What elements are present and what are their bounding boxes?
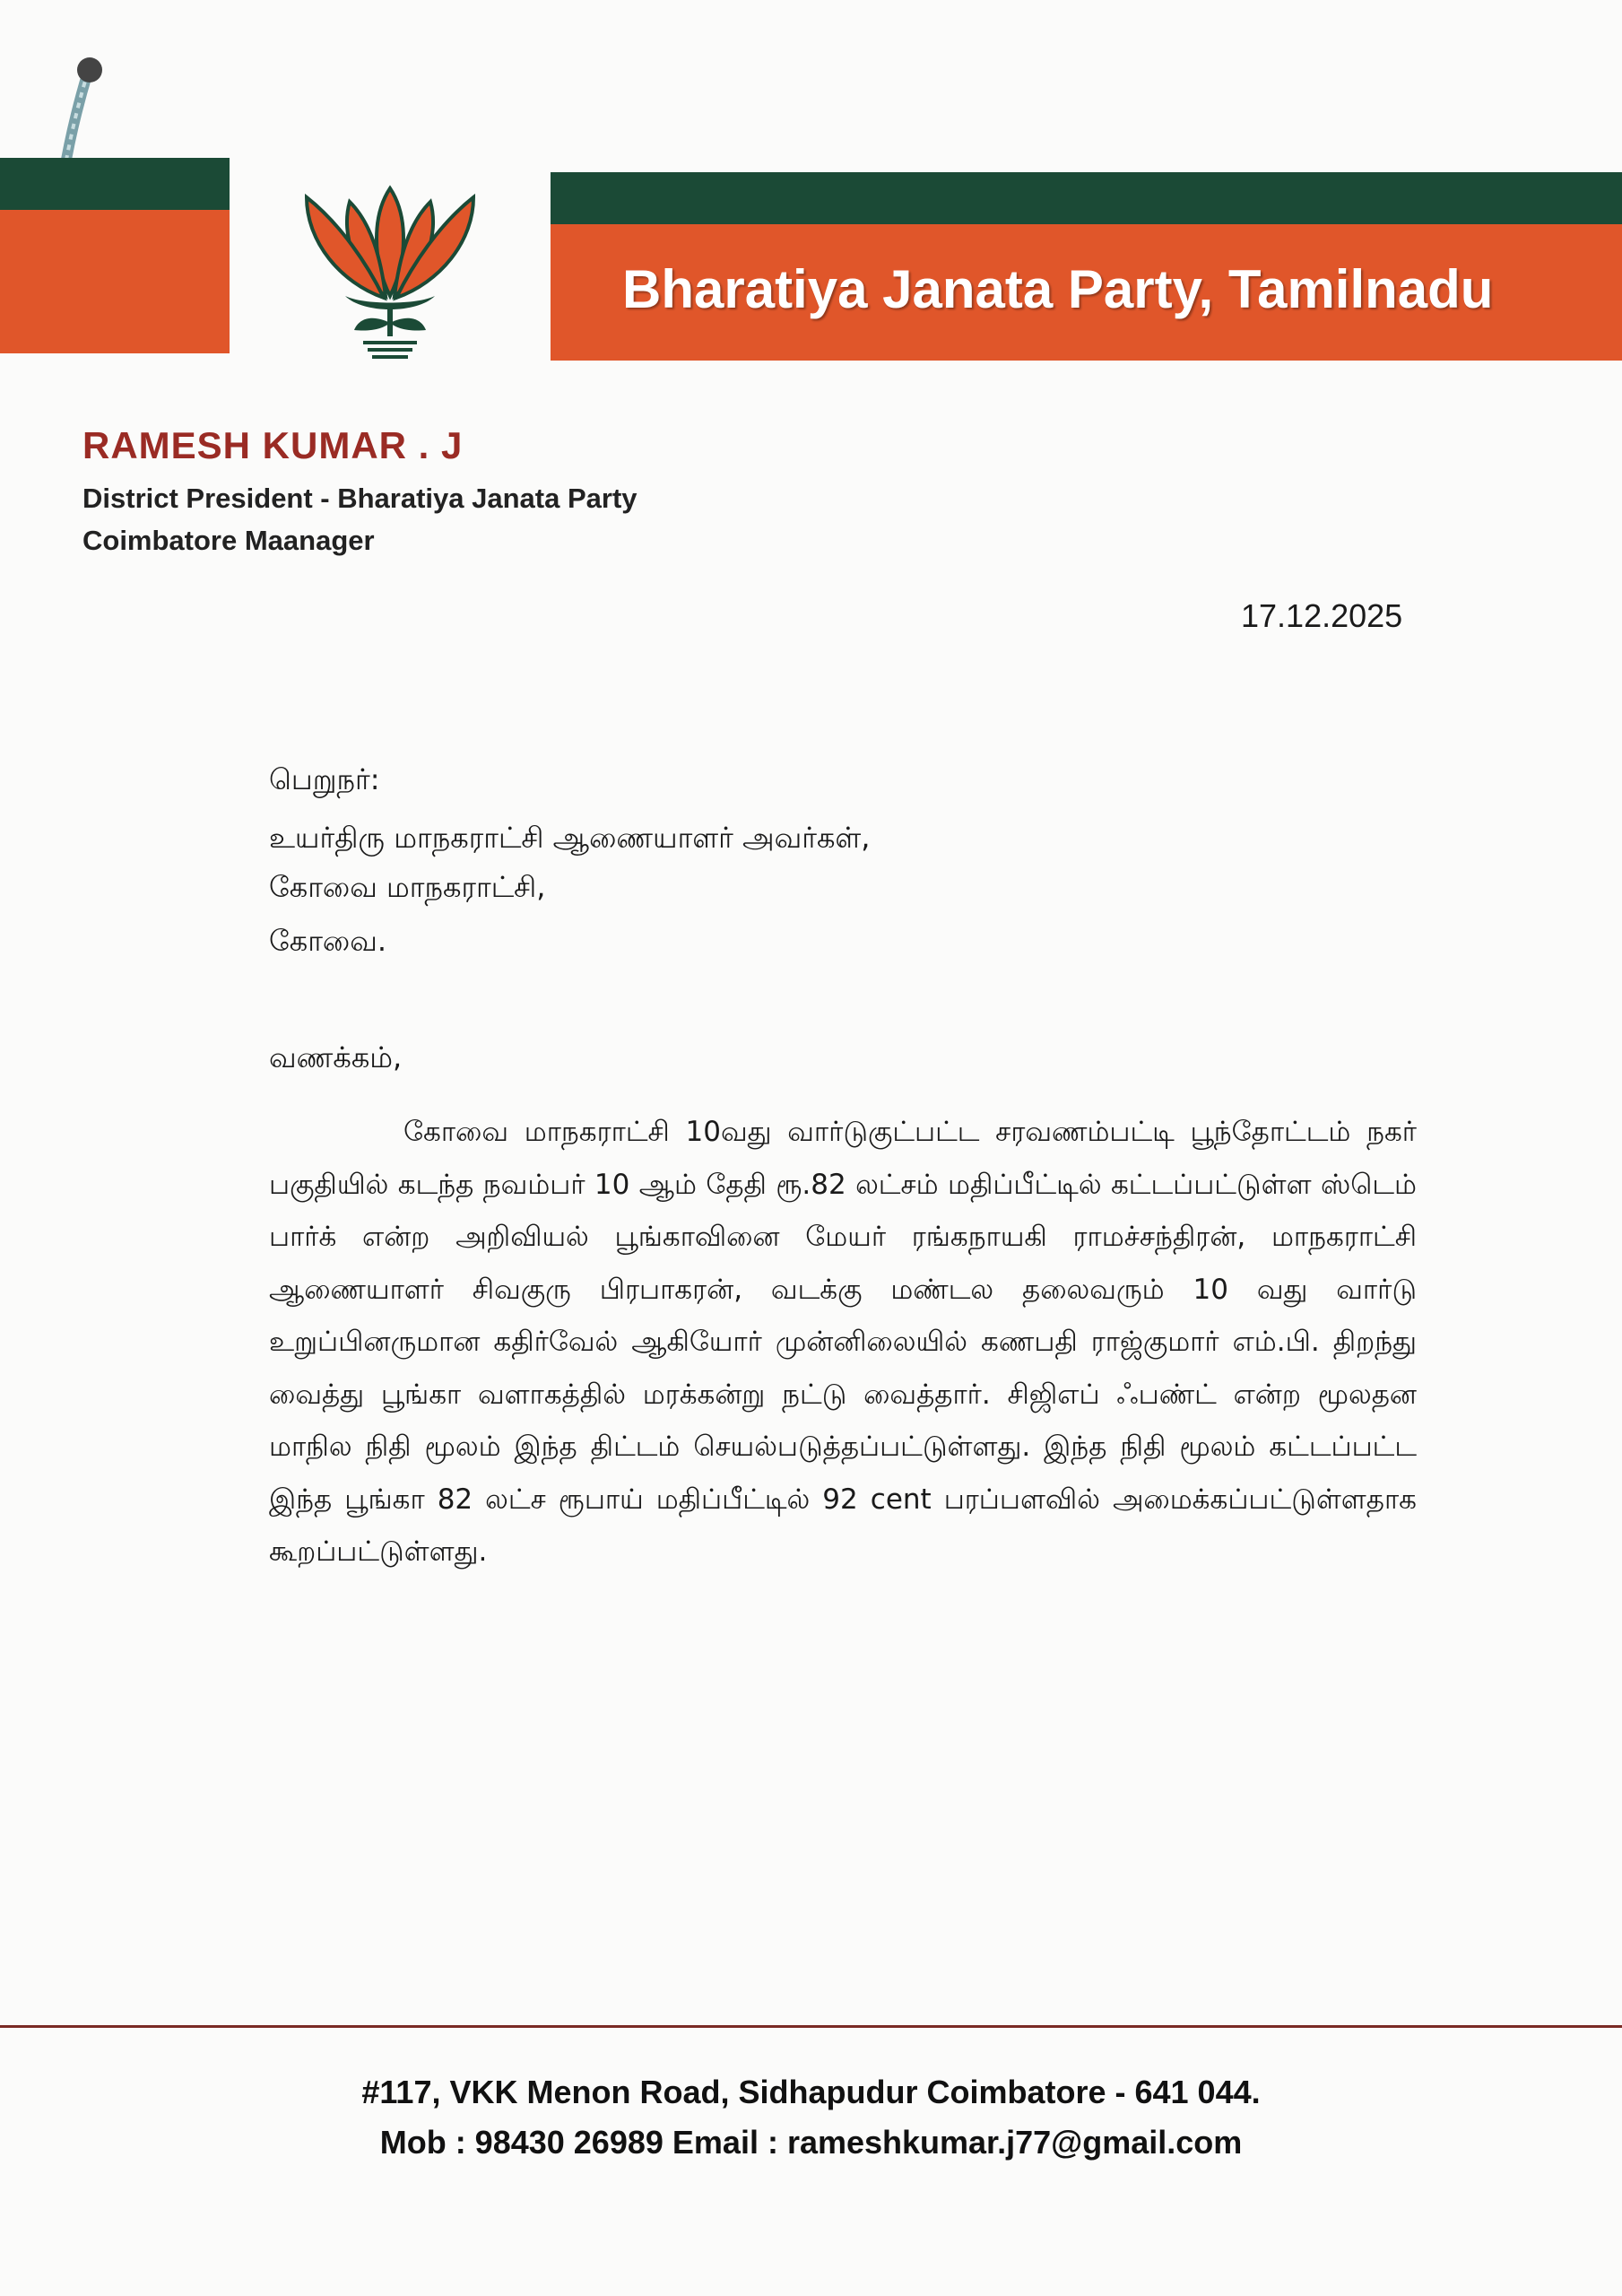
sender-role: District President - Bharatiya Janata Party — [82, 483, 638, 514]
header-bar-right-green — [551, 172, 1622, 224]
recipient-line-2: கோவை மாநகராட்சி, — [269, 870, 546, 904]
letter-body: கோவை மாநகராட்சி 10வது வார்டுகுட்பட்ட சரவணம்பட்டி பூந்தோட்டம் நகர் பகுதியில் கடந்த நவம்பர் 10 ஆம் தேதி ரூ.82 லட்சம் மதிப்பீட்டில் கட்டப்பட்டுள்ள ஸ்டெம் பார்க் என்ற அறிவியல் பூங்காவினை மேயர் ரங்கநாயகி ராமச்சந்திரன், மாநகராட்சி ஆணையாளர் சிவகுரு பிரபாகரன், வடக்கு மண்டல தலைவரும் 10 வது வார்டு உறுப்பினருமான கதிர்வேல் ஆகியோர் முன்னிலையில் கணபதி ராஜ்குமார் எம்.பி. திறந்து வைத்து பூங்கா வளாகத்தில் மரக்கன்று நட்டு வைத்தார். சிஜிஎப் ஃபண்ட் என்ற மூலதன மாநில நிதி மூலம் இந்த திட்டம் செயல்படுத்தப்பட்டுள்ளது. இந்த நிதி மூலம் கட்டப்பட்ட இந்த பூங்கா 82 லட்ச ரூபாய் மதிப்பீட்டில் 92 cent பரப்பளவில் அமைக்கப்பட்டுள்ளதாக கூறப்பட்டுள்ளது. — [269, 1116, 1417, 1568]
lotus-logo-icon — [296, 170, 484, 363]
greeting: வணக்கம், — [269, 1040, 403, 1074]
recipient-label: பெறுநர்: — [269, 762, 380, 796]
header-bar-left-orange — [0, 210, 230, 353]
footer-divider — [0, 2025, 1622, 2028]
sender-city: Coimbatore Maanager — [82, 525, 375, 556]
footer-contact: Mob : 98430 26989 Email : rameshkumar.j77@gmail.com — [379, 2124, 1243, 2161]
sender-name: RAMESH KUMAR . J — [82, 424, 464, 466]
letter-date: 17.12.2025 — [1241, 597, 1403, 634]
recipient-line-3: கோவை. — [269, 924, 386, 958]
footer-address: #117, VKK Menon Road, Sidhapudur Coimbatore - 641 044. — [361, 2074, 1261, 2110]
recipient-line-1: உயர்திரு மாநகராட்சி ஆணையாளர் அவர்கள், — [269, 821, 871, 855]
header-bar-left-green — [0, 158, 230, 210]
party-name: Bharatiya Janata Party, Tamilnadu — [622, 259, 1494, 319]
